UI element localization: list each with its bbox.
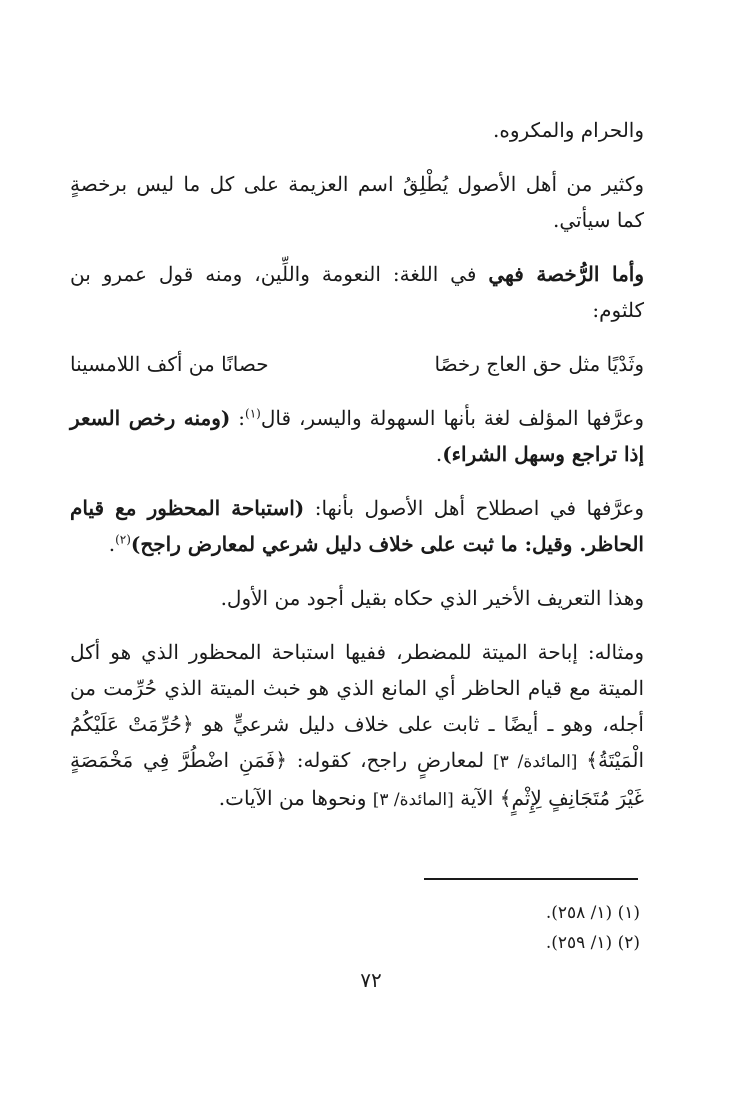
paragraph-3 <box>70 256 644 328</box>
paragraph-4 <box>70 400 644 472</box>
quran-verse-1: ﴿حُرِّمَتْ عَلَيْكُمُ الْمَيْتَةُ﴾ <box>70 712 645 772</box>
paragraph-2 <box>70 166 644 238</box>
footnote-divider <box>424 878 638 880</box>
paragraph-7 <box>70 634 644 818</box>
paragraph-7-text-b: لمعارضٍ راجح، كقوله: <box>286 748 485 772</box>
paragraph-1-text: والحرام والمكروه. <box>493 118 644 142</box>
paragraph-7-text-c: الآية <box>453 786 500 810</box>
rukhsa-heading: وأما الرُّخصة فهي <box>488 262 645 286</box>
footnote-ref-1[interactable]: (١) <box>245 406 261 421</box>
paragraph-1 <box>70 112 644 148</box>
paragraph-4-text: وعرَّفها المؤلف لغة بأنها السهولة واليسر، قال <box>260 406 644 430</box>
footnotes <box>300 898 640 958</box>
verse-first-hemistich: وثَدْيًا مثل حق العاج رخصًا <box>434 352 644 376</box>
paragraph-7-text-d: ونحوها من الآيات. <box>218 786 373 810</box>
period: . <box>435 442 443 466</box>
paragraph-6 <box>70 580 644 616</box>
page-number: ٧٢ <box>360 968 382 992</box>
quran-verse-2: ﴿فَمَنِ اضْطُرَّ فِي مَخْمَصَةٍ غَيْرَ مُتَجَانِفٍ لِإِثْمٍ﴾ <box>70 748 644 810</box>
paragraph-5 <box>70 490 644 562</box>
paragraph-3-text: في اللغة: النعومة واللِّين، ومنه قول عمرو بن كلثوم: <box>70 262 644 322</box>
paragraph-7-text: ومثاله: إباحة الميتة للمضطر، ففيها استباحة المحظور الذي هو أكل الميتة مع قيام الحاظر أي المانع الذي هو خبث الميتة الذي حُرِّمت من أجله، وهو ـ أيضًا ـ ثابت على خلاف دليل شرعيٍّ هو <box>70 640 644 736</box>
footnote-1: (١) (١/ ٢٥٨). <box>545 903 640 923</box>
paragraph-5-text: وعرَّفها في اصطلاح أهل الأصول بأنها: <box>304 496 644 520</box>
verse-reference-1: [المائدة/ ٣] <box>484 752 587 772</box>
colon: : <box>230 406 246 430</box>
author-quote-2: (استباحة المحظور مع قيام الحاظر. وقيل: ما ثبت على خلاف دليل شرعي لمعارض راجح) <box>70 496 644 556</box>
paragraph-6-text: وهذا التعريف الأخير الذي حكاه بقيل أجود من الأول. <box>220 586 644 610</box>
poetry-verse <box>70 346 644 382</box>
period: . <box>108 532 116 556</box>
page-body <box>70 112 644 836</box>
footnote-ref-2[interactable]: (٢) <box>115 532 131 547</box>
paragraph-2-text: وكثير من أهل الأصول يُطْلِقُ اسم العزيمة على كل ما ليس برخصةٍ كما سيأتي. <box>70 172 644 232</box>
verse-second-hemistich: حصانًا من أكف اللامسينا <box>70 352 269 376</box>
footnote-2: (٢) (١/ ٢٥٩). <box>545 933 640 953</box>
author-quote-1: (ومنه رخص السعر إذا تراجع وسهل الشراء) <box>70 406 644 466</box>
verse-reference-2: [المائدة/ ٣] <box>372 790 454 810</box>
